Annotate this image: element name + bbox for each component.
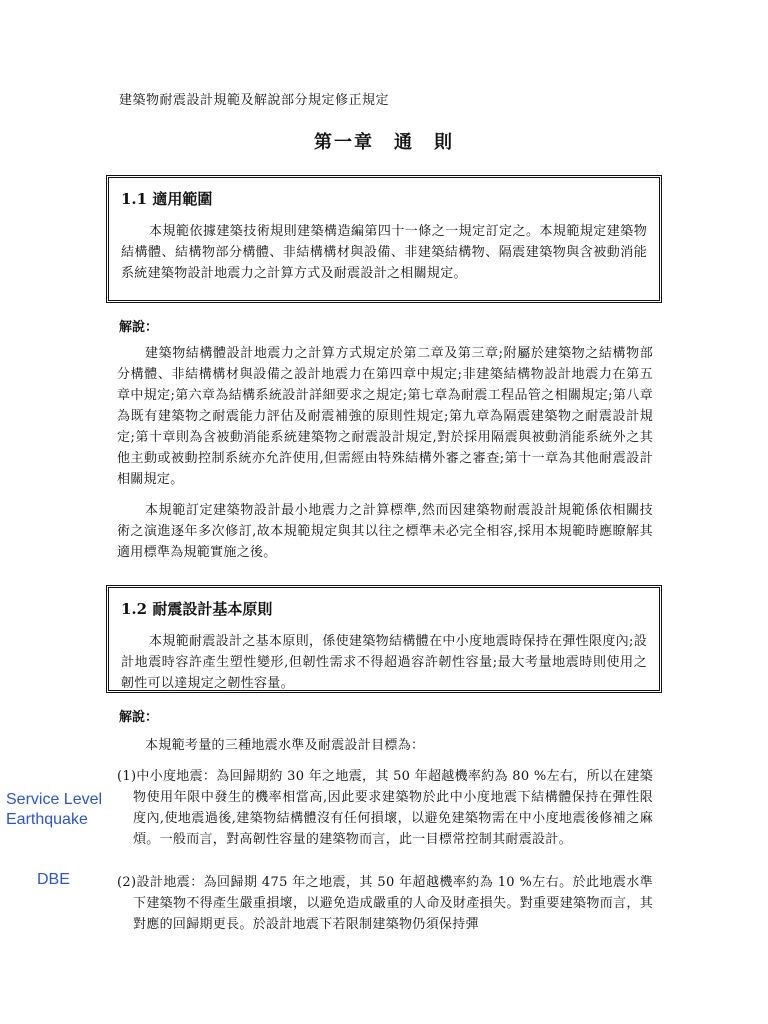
section-1-2-box [106,585,662,693]
list-item-minor-earthquake: (1)中小度地震：為回歸期約 30 年之地震，其 50 年超越機率約為 80 %左右，所以在建築物使用年限中發生的機率相當高,因此要求建築物於此中小度地震下結構體保持在彈性限度內,使地震過後,建築物結構體沒有任何損壞，以避免建築物需在中小度地震後修補之麻煩。一般而言，對高韌性容量的建築物而言，此一目標常控制其耐震設計。 [117,769,653,847]
chapter-title: 第一章 通 則 [314,132,454,153]
commentary-1-2-intro [117,735,653,756]
section-1-1-text: 本規範依據建築技術規則建築構造編第四十一條之一規定訂定之。本規範規定建築物結構體、結構物部分構體、非結構構材與設備、非建築結構物、隔震建築物與含被動消能系統建築物設計地震力之計算方式及耐震設計之相關規定。 [121,224,647,281]
service-level-earthquake-note: Service Level Earthquake [6,791,103,828]
list-item-design-earthquake: (2)設計地震：為回歸期 475 年之地震，其 50 年超越機率約為 10 %左右。於此地震水準下建築物不得產生嚴重損壞，以避免造成嚴重的人命及財產損失。對重要建築物而言，其對應的回歸期更長。於設計地震下若限制建築物仍須保持彈 [117,875,653,932]
section-1-1-box [106,175,662,303]
commentary-1-2-intro-text: 本規範考量的三種地震水準及耐震設計目標為： [145,738,425,753]
commentary-label-1-2: 解說： [119,710,159,725]
section-1-1-title: 1.1 適用範圍 [121,190,213,208]
commentary-1-1-body [117,343,653,563]
section-1-2-title: 1.2 耐震設計基本原則 [121,600,273,618]
commentary-1-1-paragraph-1: 建築物結構體設計地震力之計算方式規定於第二章及第三章;附屬於建築物之結構物部分構體、非結構構材與設備之設計地震力在第四章中規定;非建築結構物設計地震力在第五章中規定;第六章為結構系統設計詳細要求之規定;第七章為耐震工程品管之相關規定;第八章為既有建築物之耐震能力評估及耐震補強的原則性規定;第九章為隔震建築物之耐震設計規定;第十章則為含被動消能系統建築物之耐震設計規定,對於採用隔震與被動消能系統外之其他主動或被動控制系統亦允許使用,但需經由特殊結構外審之審查;第十一章為其他耐震設計相關規定。 [117,346,653,487]
section-1-2-text: 本規範耐震設計之基本原則，係使建築物結構體在中小度地震時保持在彈性限度內;設計地震時容許產生塑性變形,但韌性需求不得超過容許韌性容量;最大考量地震時則使用之韌性可以達規定之韌性容量。 [121,634,647,691]
dbe-note: DBE [37,871,70,888]
commentary-label-1-1: 解說： [119,320,159,335]
commentary-1-1-paragraph-2: 本規範訂定建築物設計最小地震力之計算標準,然而因建築物耐震設計規範係依相關技術之演進逐年多次修訂,故本規範規定與其以往之標準未必完全相容,採用本規範時應瞭解其適用標準為規範實施之後。 [117,503,653,560]
document-header: 建築物耐震設計規範及解說部分規定修正規定 [119,93,390,108]
